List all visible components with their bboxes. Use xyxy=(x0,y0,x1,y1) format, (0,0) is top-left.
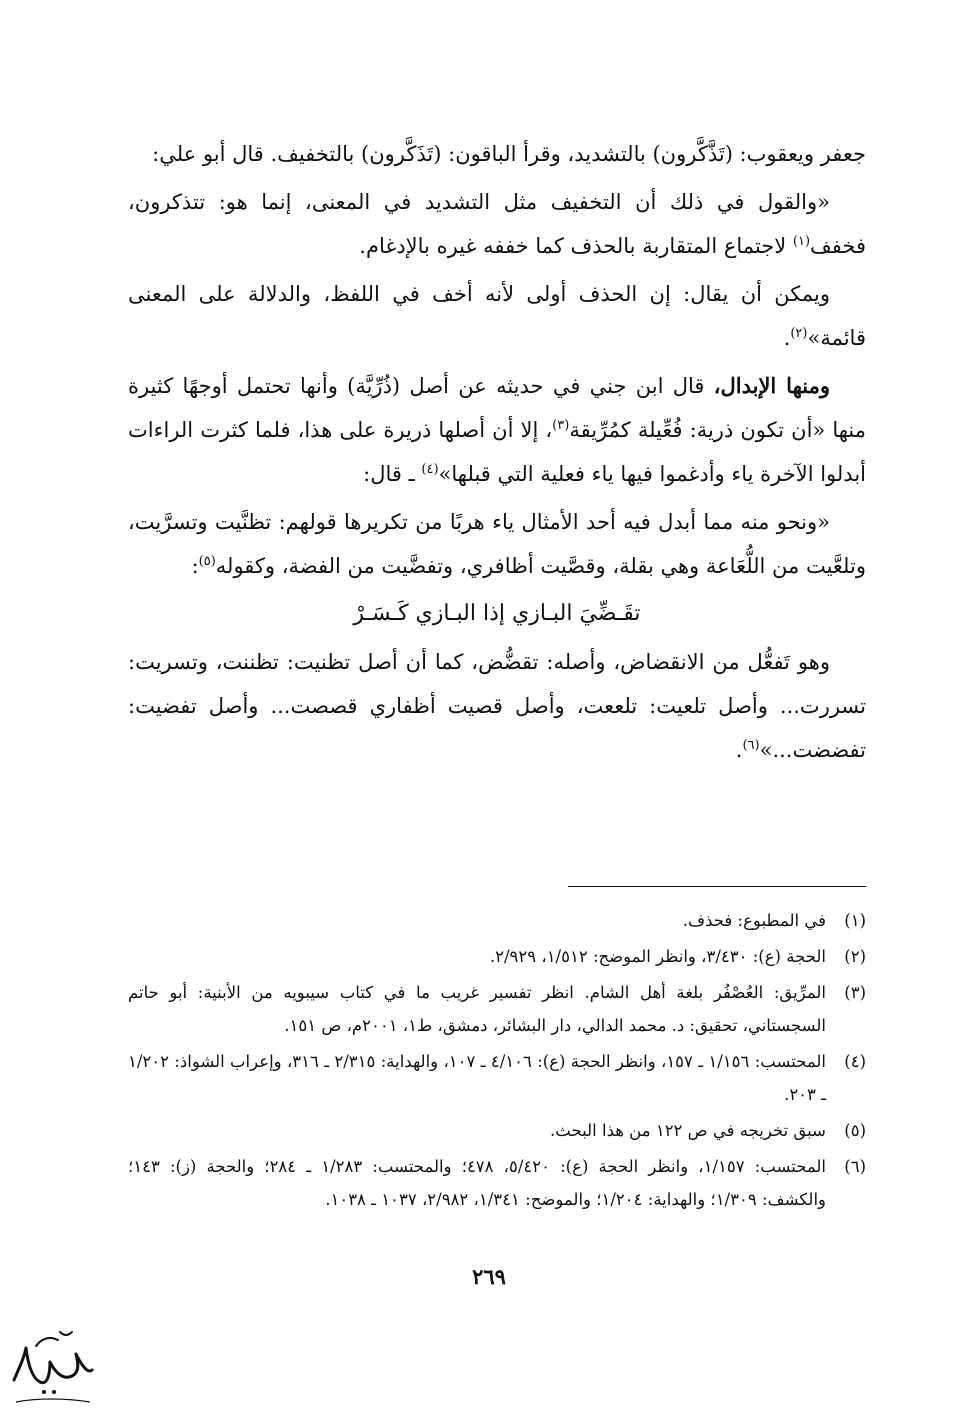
paragraph-1 xyxy=(128,132,866,176)
footnote-number: (٢) xyxy=(844,947,866,966)
footnote-text: المحتسب: ١/١٥٦ ـ ١٥٧، وانظر الحجة (ع): ٤/١٠٦ ـ ١٠٧، والهداية: ٢/٣١٥ ـ ٣١٦، وإعراب الشواذ: ١/٢٠٢ ـ ٢٠٣. xyxy=(128,1052,826,1104)
paragraph-2 xyxy=(128,180,866,268)
footnote-ref-1[interactable]: (١) xyxy=(792,234,811,249)
page-number: ٢٦٩ xyxy=(472,1264,506,1289)
footnote-text: المرِّيق: العُصْفُر بلغة أهل الشام. انظر تفسير غريب ما في كتاب سيبويه من الأبنية: أبو حاتم السجستاني، تحقيق: د. محمد الدالي، دار البشائر، دمشق، ط١، ٢٠٠١م، ص ١٥١. xyxy=(128,983,826,1035)
paragraph-1-text: جعفر ويعقوب: (تَذَّكَّرون) بالتشديد، وقرأ الباقون: (تَذَكَّرون) بالتخفيف. قال أبو علي: xyxy=(152,142,866,166)
footnote-text: سبق تخريجه في ص ١٢٢ من هذا البحث. xyxy=(550,1121,826,1140)
footnote-ref-4[interactable]: (٤) xyxy=(421,462,439,477)
footnote-number: (٣) xyxy=(844,983,866,1002)
footnote-text: الحجة (ع): ٣/٤٣٠، وانظر الموضح: ١/٥١٢، ٢/٩٢٩. xyxy=(489,947,826,966)
paragraph-2-text-a: «والقول في ذلك أن التخفيف مثل التشديد في المعنى، إنما هو: تتذكرون، فخفف xyxy=(128,190,866,258)
paragraph-3 xyxy=(128,272,866,360)
paragraph-6 xyxy=(128,640,866,772)
footnotes xyxy=(128,904,866,1219)
footnote-number: (١) xyxy=(844,911,866,930)
footnote-item xyxy=(128,1150,866,1216)
paragraph-4-text-a: قال ابن جني في حديثه عن أصل (ذُرِّيَّة) وأنها تحتمل أوجهًا كثيرة منها «أن تكون ذرية: فُعِّيلة كمُرِّيقة xyxy=(128,374,866,442)
footnote-item xyxy=(128,1114,866,1147)
footnote-item xyxy=(128,976,866,1042)
footnote-divider xyxy=(568,886,866,887)
paragraph-6-text-b: . xyxy=(735,738,743,762)
main-text xyxy=(128,132,866,776)
paragraph-4-text-b: ، إلا أن أصلها ذريرة على هذا، فلما كثرت الراءات أبدلوا الآخرة ياء وأدغموا فيها ياء فعلية التي قبلها» xyxy=(128,418,866,486)
footnote-text: في المطبوع: فحذف. xyxy=(682,911,826,930)
paragraph-4-lead: ومنها الإبدال، xyxy=(713,373,830,398)
calligraphy-stamp-logo xyxy=(6,1318,98,1410)
footnote-ref-2[interactable]: (٢) xyxy=(790,326,808,341)
paragraph-5-text-b: : xyxy=(191,554,199,578)
footnote-text: المحتسب: ١/١٥٧، وانظر الحجة (ع): ٥/٤٢٠، ٤٧٨؛ والمحتسب: ١/٢٨٣ ـ ٢٨٤؛ والحجة (ز): ١٤٣؛ والكشف: ١/٣٠٩؛ والهداية: ١/٢٠٤؛ والموضح: ١/٣٤١، ٢/٩٨٢، ١٠٣٧ ـ ١٠٣٨. xyxy=(128,1157,826,1209)
footnote-ref-6[interactable]: (٦) xyxy=(742,738,760,753)
paragraph-4-text-c: ـ قال: xyxy=(363,462,422,486)
paragraph-3-text-a: ويمكن أن يقال: إن الحذف أولى لأنه أخف في اللفظ، والدلالة على المعنى قائمة» xyxy=(128,282,866,350)
paragraph-5 xyxy=(128,500,866,588)
verse-line: تقَـضِّيَ البـازي إذا البـازي كَـسَـرْ xyxy=(353,601,641,626)
footnote-item xyxy=(128,940,866,973)
footnote-ref-5[interactable]: (٥) xyxy=(198,554,216,569)
footnote-number: (٤) xyxy=(844,1052,866,1071)
paragraph-4 xyxy=(128,364,866,496)
paragraph-5-text-a: «ونحو منه مما أبدل فيه أحد الأمثال ياء هربًا من تكريرها قولهم: تظنَّيت وتسرَّيت، وتلعَّيت من اللُّعَاعة وهي بقلة، وقصَّيت أظافري، وتفضَّيت من الفضة، وكقوله xyxy=(128,510,866,578)
footnote-ref-3[interactable]: (٣) xyxy=(552,418,570,433)
paragraph-2-text-b: لاجتماع المتقاربة بالحذف كما خففه غيره بالإدغام. xyxy=(359,234,793,258)
footnote-item xyxy=(128,904,866,937)
footnote-number: (٦) xyxy=(844,1157,866,1176)
paragraph-3-text-b: . xyxy=(783,326,791,350)
paragraph-6-text-a: وهو تَفعُّل من الانقضاض، وأصله: تقضُّض، كما أن أصل تظنيت: تظننت، وتسريت: تسررت... وأصل تلعيت: تلععت، وأصل قصيت أظفاري قصصت... وأصل تفضيت: تفضضت...» xyxy=(128,650,866,762)
footnote-item xyxy=(128,1045,866,1111)
footnote-number: (٥) xyxy=(844,1121,866,1140)
